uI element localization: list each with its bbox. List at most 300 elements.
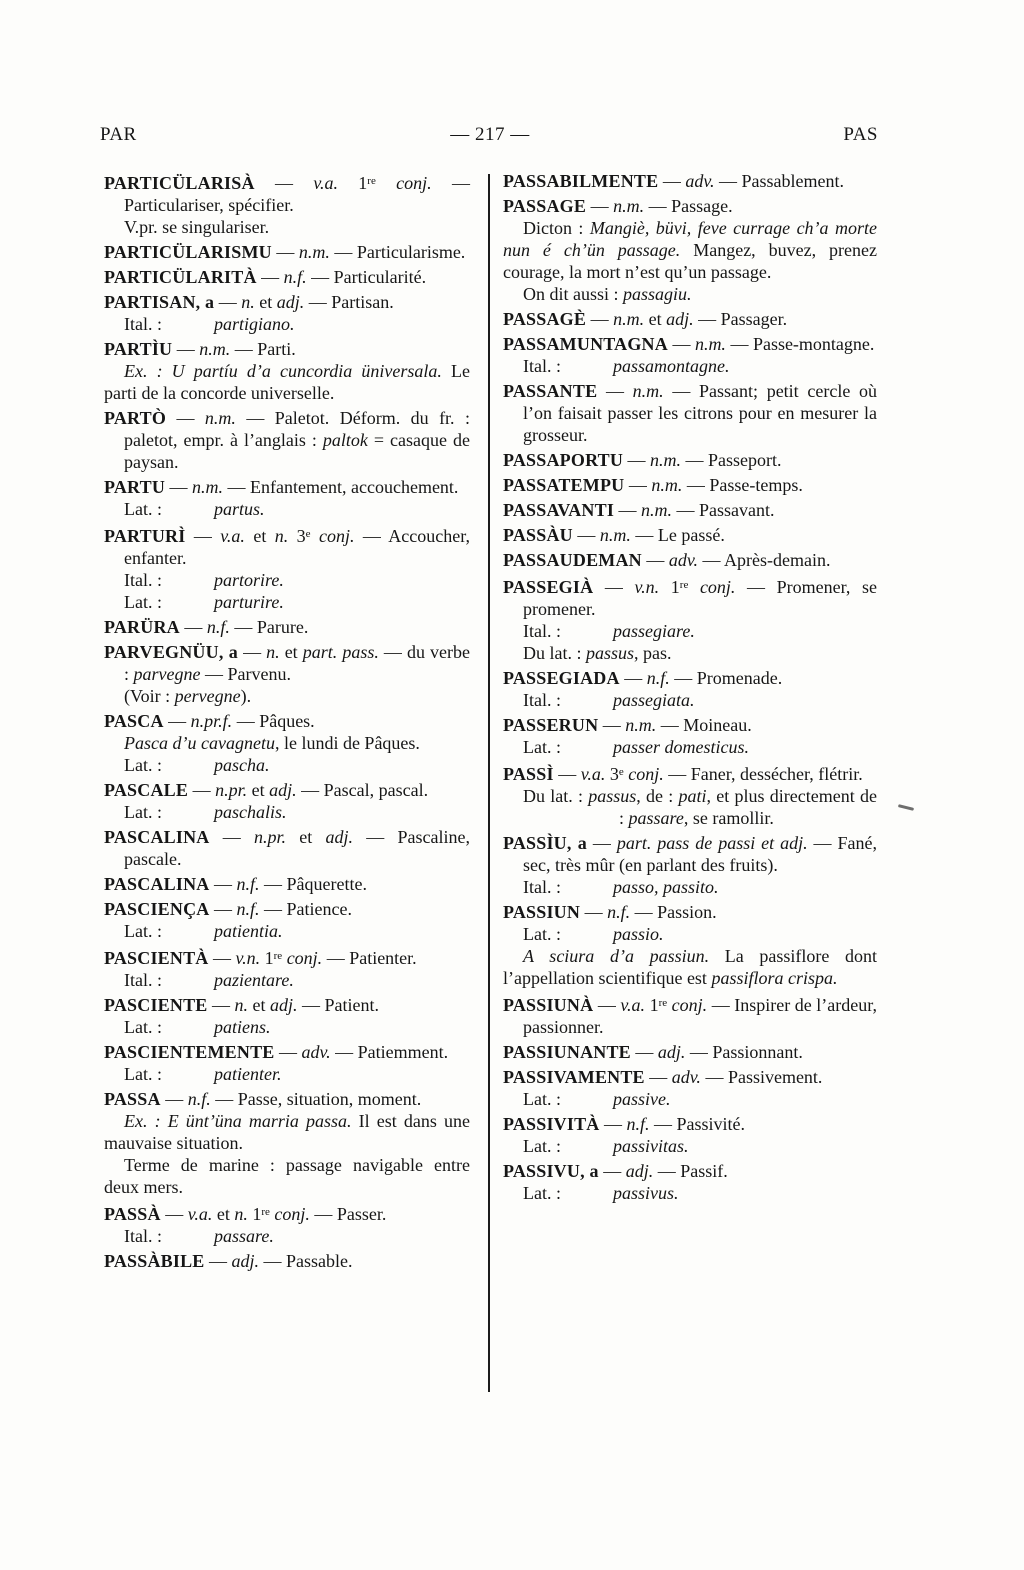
text-run: ). [240, 686, 252, 706]
headword: PARTÒ [104, 408, 167, 428]
headword: PASSÀBILE [104, 1251, 205, 1271]
text-run: conj. [628, 764, 664, 784]
text-run: = casaque de paysan. [124, 430, 470, 472]
entry-paragraph [104, 1250, 470, 1272]
text-run: , de : [636, 786, 679, 806]
text-run: Lat. : [124, 592, 162, 612]
text-run: n.f. [187, 1089, 211, 1109]
text-run: — Patienter. [322, 948, 417, 968]
entry-paragraph [104, 407, 470, 473]
text-run: partus. [214, 499, 265, 519]
text-run: 1 [659, 577, 680, 597]
text-run: Lat. : [523, 924, 561, 944]
column-left [104, 170, 470, 1275]
entry-paragraph [104, 1041, 470, 1063]
entry-paragraph [104, 170, 470, 216]
headword: PARVEGNÜU, a [104, 642, 238, 662]
text-run: — [271, 242, 299, 262]
dictionary-entry [503, 474, 877, 496]
entry-paragraph [104, 1088, 470, 1110]
text-run: n.m. [625, 715, 657, 735]
entry-paragraph [503, 217, 877, 283]
text-run: passio. [613, 924, 664, 944]
dictionary-entry [503, 449, 877, 471]
text-run: Lat. : [523, 1183, 561, 1203]
entry-paragraph [104, 291, 470, 313]
text-run: — [580, 902, 608, 922]
text-run: n.f. [206, 617, 230, 637]
entry-paragraph [104, 873, 470, 895]
text-run: — Pâquerette. [259, 874, 367, 894]
dictionary-entry [104, 266, 470, 288]
text-run: A sciura d’a passiun. [523, 946, 710, 966]
text-run: n.m. [613, 309, 645, 329]
dictionary-entry [503, 308, 877, 330]
header-section-left: PAR [100, 124, 137, 145]
text-run: conj. [286, 948, 323, 968]
text-run: adv. [671, 1067, 701, 1087]
entry-paragraph [104, 266, 470, 288]
entry-paragraph [104, 710, 470, 732]
entry-paragraph [503, 832, 877, 876]
text-run: Lat. : [124, 755, 162, 775]
entry-paragraph [104, 732, 470, 754]
text-run: — [214, 292, 242, 312]
headword: PASSIVAMENTE [503, 1067, 645, 1087]
text-run: — [623, 450, 651, 470]
headword: PASSIUN [503, 902, 581, 922]
dictionary-entry [503, 667, 877, 711]
entry-paragraph [104, 338, 470, 360]
text-run: v.n. [235, 948, 261, 968]
text-run: — [644, 1067, 672, 1087]
text-run: n.m. [632, 381, 664, 401]
header-section-right: PAS [843, 124, 878, 145]
dictionary-entry [503, 761, 877, 829]
text-run: — Après-demain. [698, 550, 831, 570]
text-run: et [212, 1204, 235, 1224]
text-run: n.f. [626, 1114, 650, 1134]
headword: PASCIENÇA [104, 899, 210, 919]
text-run: et [247, 780, 270, 800]
entry-paragraph [104, 969, 470, 991]
text-run: — Passe, situation, moment. [210, 1089, 422, 1109]
dictionary-entry [104, 1201, 470, 1247]
text-run: Le parti de la concorde universelle. [104, 361, 470, 403]
text-run: — Passe-montagne. [725, 334, 875, 354]
text-run: — [204, 1251, 232, 1271]
entry-paragraph [503, 333, 877, 355]
text-run: — [254, 173, 314, 193]
text-run: passiflora crispa. [711, 968, 838, 988]
text-run: Il est dans une mauvaise situation. [104, 1111, 470, 1153]
text-run: passare. [214, 1226, 274, 1246]
dictionary-entry [104, 994, 470, 1038]
text-run: Dicton : [523, 218, 590, 238]
text-run: paltok [322, 430, 368, 450]
entry-paragraph [503, 1066, 877, 1088]
text-run: parvegne [133, 664, 201, 684]
entry-paragraph [503, 901, 877, 923]
text-run: — Patient. [297, 995, 380, 1015]
headword: PASSANTE [503, 381, 598, 401]
text-run: — Patience. [259, 899, 352, 919]
text-run: — Passif. [653, 1161, 728, 1181]
text-run: part. pass de passi et adj. [616, 833, 808, 853]
entry-paragraph [104, 498, 470, 520]
dictionary-entry [104, 826, 470, 870]
text-run: 1 [260, 948, 274, 968]
entry-paragraph [104, 685, 470, 707]
text-run: Lat. : [124, 921, 162, 941]
text-run: Ital. : [523, 356, 561, 376]
text-run: — [572, 525, 600, 545]
text-run: Ital. : [124, 570, 162, 590]
text-run: — [172, 339, 200, 359]
text-run: adj. [270, 995, 298, 1015]
headword: PASSA [104, 1089, 161, 1109]
text-run: — [598, 1161, 626, 1181]
entry-paragraph [104, 801, 470, 823]
entry-paragraph [104, 826, 470, 870]
dictionary-entry [503, 499, 877, 521]
text-run: — Particularité. [306, 267, 427, 287]
headword: PASCALE [104, 780, 189, 800]
text-run: — Passion. [630, 902, 717, 922]
dictionary-entry [503, 170, 877, 192]
dictionary-entry [104, 898, 470, 942]
text-run: n.m. [641, 500, 673, 520]
text-run: Ital. : [523, 690, 561, 710]
dictionary-entry [503, 901, 877, 989]
text-run: , le lundi de Pâques. [274, 733, 420, 753]
text-run: — Partisan. [304, 292, 394, 312]
text-run: — Passeport. [681, 450, 782, 470]
dictionary-entry [104, 641, 470, 707]
text-run: — [593, 577, 635, 597]
entry-paragraph [104, 898, 470, 920]
entry-paragraph [503, 761, 877, 785]
headword: PASSAVANTI [503, 500, 615, 520]
text-run: 3 [288, 526, 306, 546]
dictionary-entry [104, 945, 470, 991]
dictionary-entry [503, 549, 877, 571]
dictionary-entry [104, 873, 470, 895]
headword: PASSAPORTU [503, 450, 624, 470]
text-run: n.m. [204, 408, 236, 428]
entry-paragraph [104, 920, 470, 942]
text-run: — Passer. [309, 1204, 387, 1224]
entry-paragraph [503, 620, 877, 642]
text-run: On dit aussi : [523, 284, 624, 304]
headword: PASSERUN [503, 715, 599, 735]
text-run: Ital. : [124, 1226, 162, 1246]
page-content [104, 170, 877, 1275]
text-run: n. [234, 995, 248, 1015]
entry-paragraph [104, 616, 470, 638]
text-run: re [273, 950, 283, 962]
text-run: passer domesticus. [613, 737, 749, 757]
entry-paragraph [503, 736, 877, 758]
dictionary-entry [503, 714, 877, 758]
text-run: — Passage. [644, 196, 733, 216]
text-run: n.f. [236, 899, 260, 919]
headword: PASSIVU, a [503, 1161, 599, 1181]
headword: PASCIENTÀ [104, 948, 209, 968]
text-run: n.f. [283, 267, 307, 287]
headword: PARÜRA [104, 617, 180, 637]
headword: PASSIVITÀ [503, 1114, 600, 1134]
text-run: — Faner, dessécher, flétrir. [663, 764, 863, 784]
text-run: — [658, 171, 686, 191]
headword: PASCIENTEMENTE [104, 1042, 275, 1062]
text-run: Lat. : [523, 737, 561, 757]
text-run: Du lat. : [523, 643, 586, 663]
text-run: — [185, 526, 221, 546]
text-run: adv. [668, 550, 699, 570]
text-run: — [641, 550, 669, 570]
text-run: re [658, 997, 668, 1009]
text-run: v.a. [580, 764, 606, 784]
entry-paragraph [503, 923, 877, 945]
text-run: n.m. [599, 525, 631, 545]
dictionary-entry [503, 832, 877, 898]
entry-paragraph [104, 779, 470, 801]
text-run: adj. [657, 1042, 686, 1062]
page-number: — 217 — [450, 124, 530, 145]
headword: PARTISAN, a [104, 292, 215, 312]
text-run: — [630, 1042, 658, 1062]
text-run: passegiare. [613, 621, 695, 641]
entry-paragraph [503, 642, 877, 664]
text-run: Ital. : [523, 621, 561, 641]
entry-paragraph [503, 380, 877, 446]
headword: PARTU [104, 477, 166, 497]
text-run: n. [266, 642, 280, 662]
text-run: Du lat. : [523, 786, 589, 806]
dictionary-entry [104, 170, 470, 238]
entry-paragraph [503, 524, 877, 546]
dictionary-entry [104, 338, 470, 404]
dictionary-entry [104, 476, 470, 520]
text-run: — [209, 827, 254, 847]
text-run: passare [628, 808, 684, 828]
dictionary-entry [104, 241, 470, 263]
dictionary-entry [104, 616, 470, 638]
text-run: adj. [666, 309, 694, 329]
text-run: patienter. [214, 1064, 282, 1084]
text-run: Lat. : [124, 1017, 162, 1037]
text-run: n.m. [651, 475, 683, 495]
text-run: part. pass. [302, 642, 379, 662]
dictionary-entry [104, 710, 470, 776]
headword: PARTICÜLARISÀ [104, 173, 255, 193]
text-run: — [586, 309, 614, 329]
headword: PASCALINA [104, 827, 210, 847]
text-run: Ex. : E ünt’üna marria passa. [124, 1111, 352, 1131]
text-run: n.f. [646, 668, 670, 688]
text-run: n. [234, 1204, 248, 1224]
text-run: et [279, 642, 303, 662]
text-run: — [166, 408, 205, 428]
text-run: — [667, 334, 695, 354]
text-run: passivus. [613, 1183, 679, 1203]
dictionary-entry [503, 992, 877, 1038]
text-run: Lat. : [523, 1136, 561, 1156]
text-run: et [644, 309, 667, 329]
text-run: Ex. : U partíu d’a cuncordia üniversala. [124, 361, 442, 381]
entry-paragraph [503, 355, 877, 377]
text-run: partorire. [214, 570, 284, 590]
text-run: re [679, 579, 689, 591]
headword: PARTÌU [104, 339, 173, 359]
entry-paragraph [503, 195, 877, 217]
text-run: Ital. : [124, 314, 162, 334]
text-run: v.a. [220, 526, 245, 546]
text-run: — Parvenu. [200, 664, 291, 684]
text-run: n.f. [236, 874, 260, 894]
entry-paragraph [503, 1182, 877, 1204]
text-run: conj. [274, 1204, 310, 1224]
text-run: — Inspirer de l’ardeur, passionner. [523, 995, 878, 1037]
text-run: Ital. : [124, 970, 162, 990]
text-run: n.f. [607, 902, 631, 922]
text-run: passagiu. [623, 284, 692, 304]
text-run: re [261, 1206, 270, 1218]
text-run: n.m. [199, 339, 231, 359]
text-run: — du verbe : [124, 642, 470, 684]
scan-artifact-mark [898, 804, 914, 811]
dictionary-entry [104, 1250, 470, 1272]
text-run: pervegne [174, 686, 241, 706]
entry-paragraph [503, 945, 877, 989]
text-run: passive. [613, 1089, 671, 1109]
text-run: passus [588, 786, 637, 806]
text-run: n. [274, 526, 289, 546]
text-run: — [586, 196, 614, 216]
text-run: — [586, 833, 617, 853]
text-run: — Enfantement, accouchement. [223, 477, 459, 497]
text-run: conj. [396, 173, 432, 193]
dictionary-entry [503, 1160, 877, 1204]
headword: PARTICÜLARITÀ [104, 267, 257, 287]
headword: PASSÀU [503, 525, 573, 545]
entry-paragraph [104, 476, 470, 498]
text-run: pati [678, 786, 707, 806]
text-run: Lat. : [124, 802, 162, 822]
entry-paragraph [503, 1113, 877, 1135]
entry-paragraph [503, 308, 877, 330]
text-run: partigiano. [214, 314, 295, 334]
text-run: adj. [325, 827, 354, 847]
text-run: 1 [645, 995, 659, 1015]
text-run: — Passant; petit cercle où l’on faisait passer les citrons pour en mesurer la grosseur. [523, 381, 877, 445]
text-run: — [597, 381, 633, 401]
entry-paragraph [503, 549, 877, 571]
entry-paragraph [503, 499, 877, 521]
text-run: — [209, 899, 237, 919]
text-run: adj. [276, 292, 305, 312]
text-run: et [248, 995, 270, 1015]
text-run: — Passablement. [714, 171, 844, 191]
dictionary-entry [503, 1041, 877, 1063]
dictionary-entry [503, 524, 877, 546]
entry-paragraph [503, 1088, 877, 1110]
text-run: pascha. [214, 755, 270, 775]
text-run: v.a. [313, 173, 338, 193]
text-run: — [274, 1042, 302, 1062]
text-run: adv. [301, 1042, 331, 1062]
text-run: , pas. [634, 643, 672, 663]
text-run: re [367, 175, 376, 187]
text-run: — [256, 267, 284, 287]
text-run: — [165, 477, 193, 497]
entry-paragraph [503, 283, 877, 305]
text-run [376, 173, 396, 193]
entry-paragraph [104, 591, 470, 613]
text-run: — Passavant. [672, 500, 775, 520]
entry-paragraph [104, 1154, 470, 1198]
text-run: Lat. : [523, 1089, 561, 1109]
text-run: , et plus directement de : [619, 786, 877, 828]
text-run: — Fané, sec, très mûr (en parlant des fruits). [523, 833, 877, 875]
text-run: conj. [318, 526, 355, 546]
text-run: — [624, 475, 652, 495]
text-run: paschalis. [214, 802, 287, 822]
text-run: — Parure. [229, 617, 309, 637]
dictionary-entry [503, 1113, 877, 1157]
text-run: — Passivement. [700, 1067, 823, 1087]
entry-paragraph [503, 1135, 877, 1157]
entry-paragraph [503, 785, 877, 829]
text-run: — [207, 995, 235, 1015]
dictionary-entry [104, 1088, 470, 1198]
entry-paragraph [104, 241, 470, 263]
text-run: — [179, 617, 207, 637]
dictionary-entry [104, 1041, 470, 1085]
entry-paragraph [104, 754, 470, 776]
entry-paragraph [503, 1160, 877, 1182]
entry-paragraph [503, 574, 877, 620]
text-run: — [209, 874, 237, 894]
text-run: n. [241, 292, 255, 312]
text-run: passus [586, 643, 635, 663]
text-run: Mangez, buvez, prenez courage, la mort n’est qu’un passage. [503, 240, 877, 282]
text-run: conj. [671, 995, 708, 1015]
entry-paragraph [104, 945, 470, 969]
text-run: n.m. [192, 477, 224, 497]
headword: PASSIUNANTE [503, 1042, 631, 1062]
headword: PASCALINA [104, 874, 210, 894]
text-run: V.pr. se singulariser. [124, 217, 270, 237]
text-run [688, 577, 700, 597]
text-run: — Moineau. [656, 715, 752, 735]
headword: PASSAGÈ [503, 309, 587, 329]
text-run: adv. [685, 171, 715, 191]
entry-paragraph [503, 689, 877, 711]
text-run: (Voir : [124, 686, 175, 706]
text-run: — Passe-temps. [682, 475, 803, 495]
entry-paragraph [503, 876, 877, 898]
headword: PASSAUDEMAN [503, 550, 642, 570]
headword: PARTURÌ [104, 526, 186, 546]
dictionary-entry [503, 380, 877, 446]
text-run: n.m. [613, 196, 645, 216]
entry-paragraph [503, 714, 877, 736]
text-run: 1 [337, 173, 368, 193]
text-run: n.m. [650, 450, 682, 470]
entry-paragraph [104, 1201, 470, 1225]
